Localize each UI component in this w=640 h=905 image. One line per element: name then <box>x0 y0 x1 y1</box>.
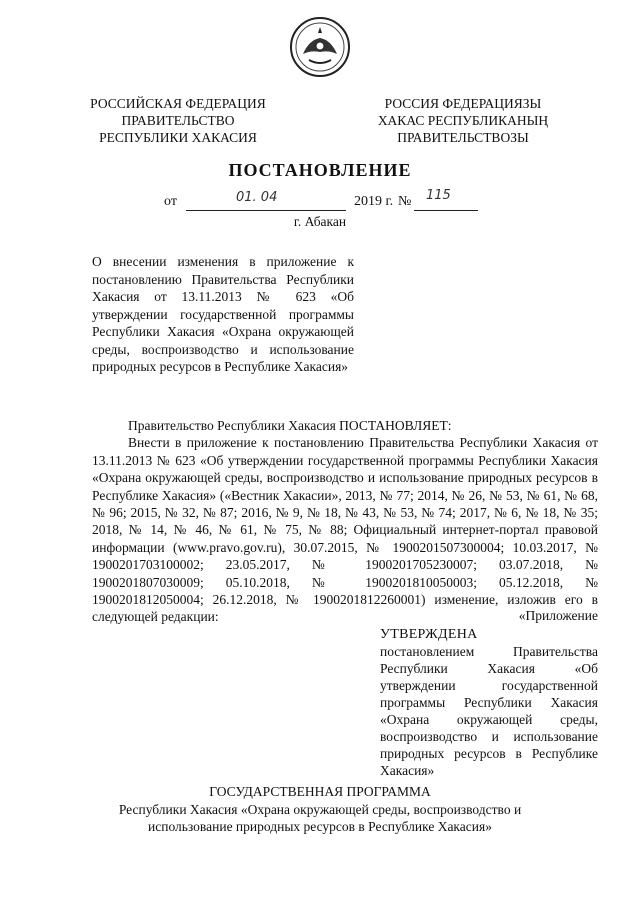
header-right-block <box>358 95 568 146</box>
city-text: г. Абакан <box>293 214 347 229</box>
header-left-block <box>78 95 278 146</box>
document-type-title: ПОСТАНОВЛЕНИЕ <box>228 160 412 180</box>
date-handwritten: 01. 04 <box>236 190 278 205</box>
number-sign: № <box>398 194 412 209</box>
body-paragraph: Внести в приложение к постановлению Правительства Республики Хакасия от 13.11.2013 № 623 «Об утверждении государственной программы Республики Хакасия «Охрана окружающей среды, воспроизводство и использование природных ресурсов в Республике Хакасия» («Вестник Хакасии», 2013, № 77; 2014, № 26, № 53, № 61, № 68, № 96; 2015, № 32, № 87; 2016, № 9, № 18, № 43, № 53, № 74; 2017, № 6, № 18, № 35; 2018, № 14, № 46, № 61, № 75, № 88; Официальный интернет-портал правовой информации (www.pravo.gov.ru), 30.07.2015, № 1900201507300004; 10.03.2017, № 1900201703100002; 23.05.2017, № 1900201705230007; 03.07.2018, № 1900201807030009; 05.10.2018, № 1900201810050003; 05.12.2018, № 1900201812050004; 26.12.2018, № 1900201812260001) изменение, изложив его в следующей редакции: <box>92 435 598 625</box>
resolves-line: Правительство Республики Хакасия ПОСТАНОВЛЯЕТ: <box>128 418 452 433</box>
program-title: ГОСУДАРСТВЕННАЯ ПРОГРАММА <box>209 784 431 799</box>
approved-text: постановлением Правительства Республики Хакасия «Об утверждении государственной программы Республики Хакасия «Охрана окружающей среды, воспроизводство и использование природных ресурсов в Республике Хакасия» <box>380 644 598 778</box>
subject-text: О внесении изменения в приложение к постановлению Правительства Республики Хакасия от 13.11.2013 № 623 «Об утверждении государственной программы Республики Хакасия «Охрана окружающей среды, воспроизводство и использование природных ресурсов в Республике Хакасия» <box>92 254 354 374</box>
program-block <box>0 783 640 836</box>
date-number-line <box>158 188 488 214</box>
appendix-label: «Приложение <box>518 608 598 623</box>
date-prefix: от <box>164 194 177 209</box>
approved-heading: УТВЕРЖДЕНА <box>380 627 478 642</box>
header-left-line: РОССИЙСКАЯ ФЕДЕРАЦИЯ <box>90 96 266 111</box>
header-left-line: РЕСПУБЛИКИ ХАКАСИЯ <box>99 130 257 145</box>
coat-of-arms-emblem <box>289 16 351 78</box>
number-handwritten: 115 <box>426 188 451 203</box>
approval-block <box>380 626 598 779</box>
year-text: 2019 г. <box>354 194 394 209</box>
header-right-line: РОССИЯ ФЕДЕРАЦИЯЗЫ <box>384 96 542 111</box>
program-subtitle-line: использование природных ресурсов в Республике Хакасия» <box>148 819 492 834</box>
header-right-line: ХАКАС РЕСПУБЛИКАНЫҢ <box>377 113 549 128</box>
header-left-line: ПРАВИТЕЛЬСТВО <box>121 113 235 128</box>
program-subtitle-line: Республики Хакасия «Охрана окружающей среды, воспроизводство и <box>118 801 522 817</box>
header-right-line: ПРАВИТЕЛЬСТВОЗЫ <box>397 130 529 145</box>
body-block <box>92 417 598 626</box>
